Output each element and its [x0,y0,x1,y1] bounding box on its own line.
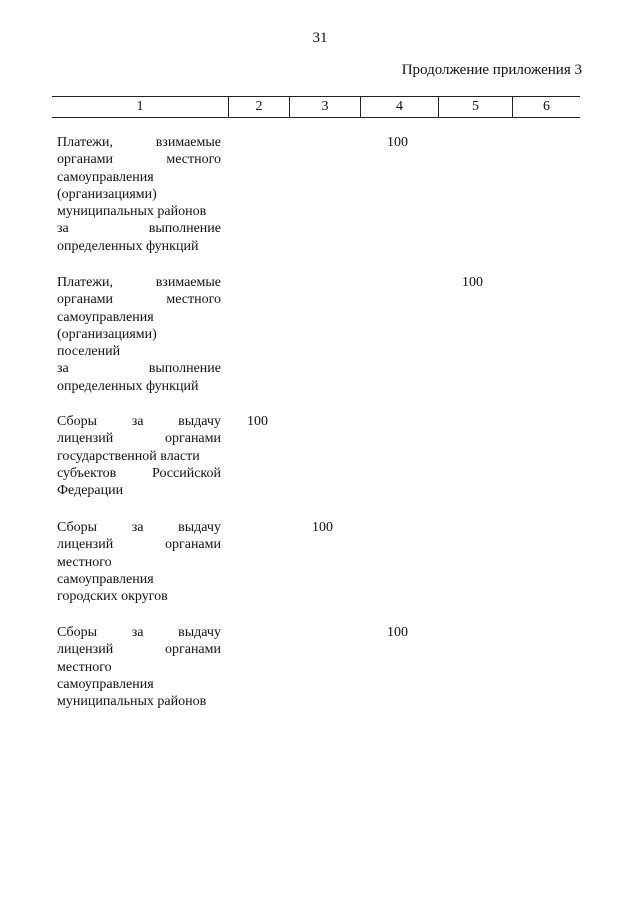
row-label-word: лицензий [57,642,114,658]
row-label-line [57,326,221,343]
row-label-word: местного [166,152,221,168]
row-label-line [57,134,221,151]
row-label-word: местного [166,292,221,308]
row-label-word: органами [164,642,221,658]
row-label-line [57,203,221,220]
row-label-word: местного [57,659,112,675]
row-label-word: выполнение [148,221,221,237]
row-label-line [57,519,221,536]
row-label-word: местного [57,554,112,570]
row-label-line [57,571,221,588]
table-row [57,413,580,499]
row-label-word: самоуправления [57,309,154,325]
row-label-line [57,536,221,553]
row-label-line [57,378,221,395]
row-label-word: Платежи, [57,135,113,150]
row-label-word: определенных функций [57,378,199,394]
row-label-word: определенных функций [57,238,199,254]
row-label-word: взимаемые [155,275,221,290]
row-label [57,519,221,605]
row-label-word: за [131,520,144,535]
row-label-word: (организациями) [57,186,157,202]
row-label-line [57,169,221,186]
row-label-line [57,309,221,326]
row-label-word: самоуправления [57,169,154,185]
row-label-word: Сборы [57,414,98,429]
row-label-line [57,291,221,308]
row-label-word: за [57,361,69,377]
row-label [57,413,221,499]
row-label-line [57,186,221,203]
row-label-word: Платежи, [57,275,113,290]
row-label [57,274,221,395]
row-label-word: Сборы [57,625,98,640]
row-label-line [57,220,221,237]
row-label-word: муниципальных районов [57,204,207,220]
row-label-word: муниципальных районов [57,694,207,710]
row-label-word: за [131,414,144,429]
row-label-word: выдачу [178,414,221,429]
row-value: 100 [462,275,483,290]
row-label-word: взимаемые [155,135,221,150]
row-label-line [57,641,221,658]
row-label-word: самоуправления [57,676,154,692]
row-label-line [57,238,221,255]
row-value: 100 [387,625,408,640]
row-label-word: лицензий [57,431,114,447]
column-header-1: 1 [136,99,144,114]
row-label-line [57,448,221,465]
row-label-line [57,693,221,710]
row-label [57,134,221,255]
row-label-line [57,360,221,377]
row-label-line [57,465,221,482]
row-label-word: органами [57,292,114,308]
row-label-word: городских округов [57,589,168,605]
appendix-caption: Продолжение приложения 3 [401,62,582,78]
row-label-line [57,413,221,430]
row-label-word: за [131,625,144,640]
row-label-word: лицензий [57,537,114,553]
table-row [57,624,580,710]
row-label-line [57,624,221,641]
table-header [52,96,580,118]
row-label-word: за [57,221,69,237]
row-label-word: самоуправления [57,571,154,587]
row-label-line [57,151,221,168]
column-header-4: 4 [360,97,438,117]
row-label-line [57,676,221,693]
row-label-line [57,430,221,447]
row-label-word: Федерации [57,483,124,499]
column-header-6: 6 [512,97,580,117]
column-header-3: 3 [289,97,360,117]
row-label-word: Сборы [57,520,98,535]
row-label-line [57,274,221,291]
row-label-word: органами [164,537,221,553]
row-label-line [57,554,221,571]
table-row [57,519,580,605]
row-label-word: государственной власти [57,448,200,464]
row-label-word: субъектов [57,465,117,481]
row-label-word: органами [57,152,114,168]
row-label-line [57,588,221,605]
row-label-word: органами [164,431,221,447]
row-label-word: выполнение [148,361,221,377]
column-header-2: 2 [228,97,289,117]
row-value: 100 [247,414,268,429]
row-label [57,624,221,710]
row-label-word: поселений [57,344,121,360]
row-label-line [57,343,221,360]
table-row [57,274,580,395]
row-label-line [57,659,221,676]
table-row [57,134,580,255]
row-value: 100 [312,520,333,535]
row-label-word: выдачу [178,520,221,535]
page-number: 31 [312,30,328,46]
row-label-line [57,482,221,499]
row-label-word: Российской [152,465,221,481]
column-header-5: 5 [438,97,512,117]
row-label-word: (организациями) [57,326,157,342]
row-value: 100 [387,135,408,150]
row-label-word: выдачу [178,625,221,640]
